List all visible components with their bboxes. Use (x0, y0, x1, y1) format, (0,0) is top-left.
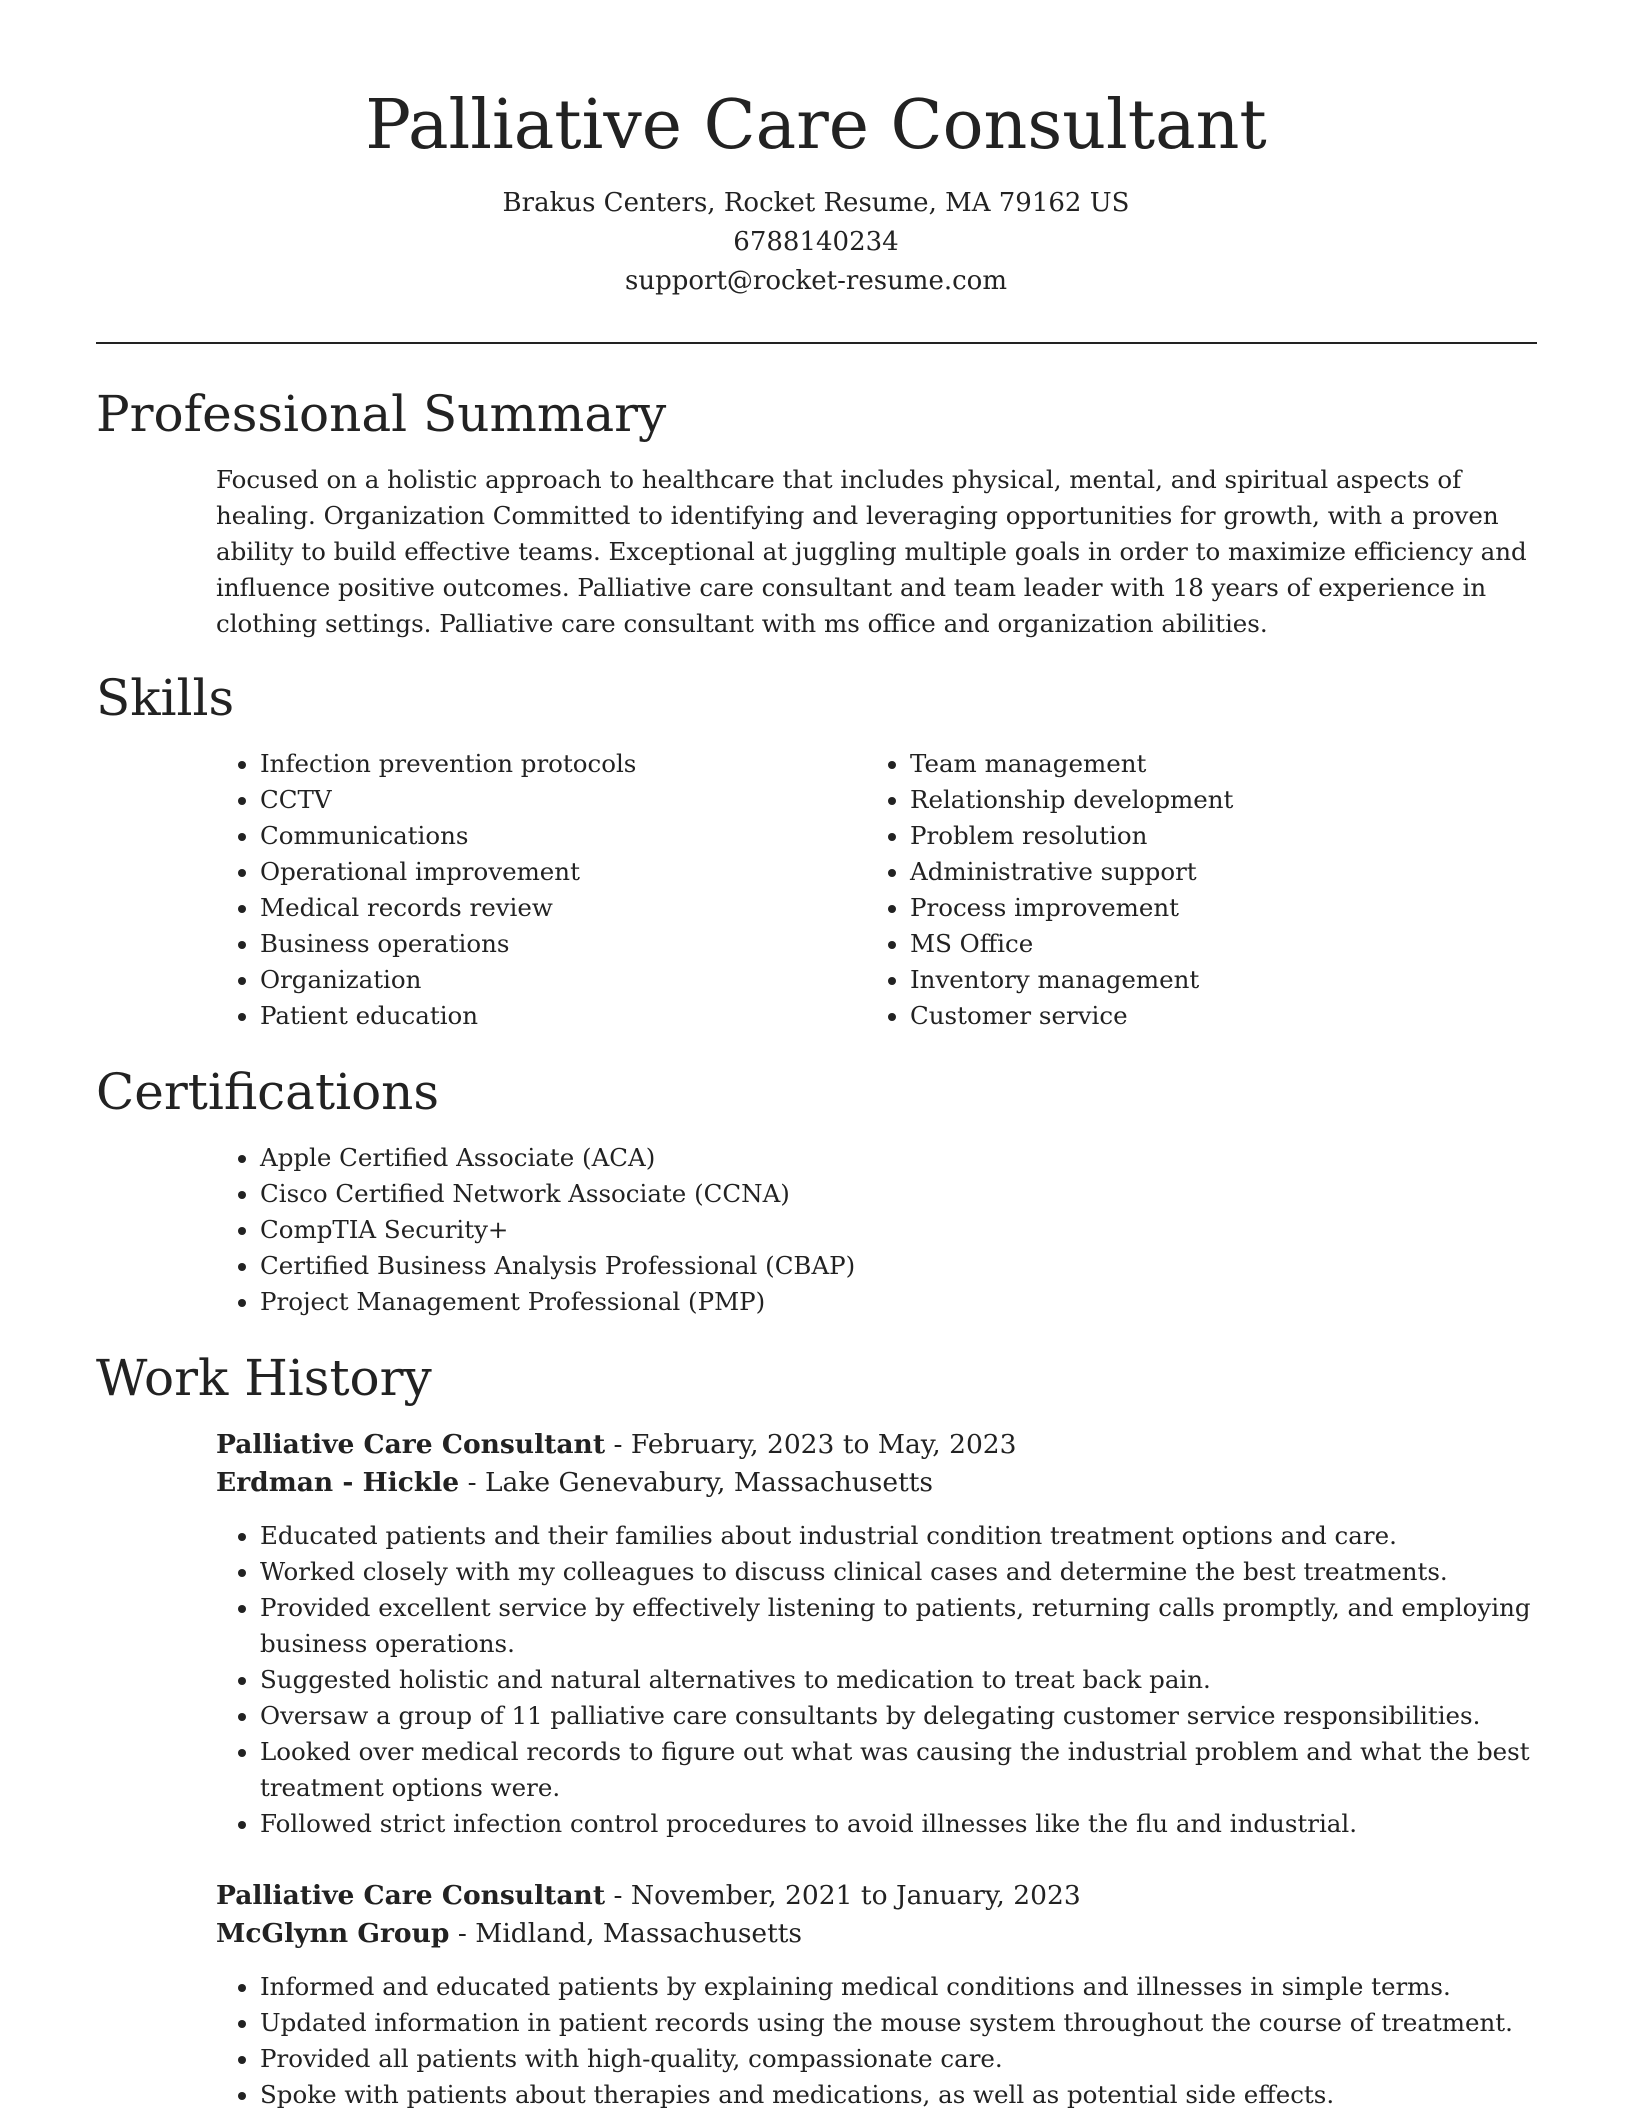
list-item: • Informed and educated patients by explaining medical conditions and illnesses in simple terms. (260, 1969, 1546, 2005)
list-item: • Communications (260, 818, 636, 854)
job-bullets (216, 1969, 1546, 2113)
resume-header (0, 0, 1632, 301)
list-item: • Relationship development (910, 782, 1233, 818)
job-title: Palliative Care Consultant (216, 1880, 606, 1911)
candidate-name: Palliative Care Consultant (365, 86, 1267, 165)
list-item: • Medical records review (260, 890, 636, 926)
list-item: • Business operations (260, 926, 636, 962)
list-item: • Organization (260, 962, 636, 998)
job-title-line (216, 1426, 1546, 1464)
job-location: - Lake Genevabury, Massachusetts (459, 1467, 933, 1498)
list-item: • Cisco Certified Network Associate (CCNA) (260, 1176, 855, 1212)
skills-list-right (866, 746, 1233, 1034)
list-item: • MS Office (910, 926, 1233, 962)
list-item: • CCTV (260, 782, 636, 818)
list-item: • Process improvement (910, 890, 1233, 926)
list-item: • Provided all patients with high-quality, compassionate care. (260, 2041, 1546, 2077)
list-item: • Certified Business Analysis Professional (CBAP) (260, 1248, 855, 1284)
certifications-list (216, 1140, 855, 1320)
list-item: • Project Management Professional (PMP) (260, 1284, 855, 1320)
list-item: • Updated information in patient records using the mouse system throughout the course of treatment. (260, 2005, 1546, 2041)
list-item: • Educated patients and their families about industrial condition treatment options and care. (260, 1518, 1546, 1554)
job-company: Erdman - Hickle (216, 1467, 460, 1498)
job-company-line (216, 1464, 1546, 1502)
list-item: • Inventory management (910, 962, 1233, 998)
list-item: • Followed strict infection control procedures to avoid illnesses like the flu and industrial. (260, 1806, 1546, 1842)
job-title: Palliative Care Consultant (216, 1429, 606, 1460)
list-item: • Infection prevention protocols (260, 746, 636, 782)
list-item: • Administrative support (910, 854, 1233, 890)
header-divider (96, 342, 1537, 344)
job-dates: - November, 2021 to January, 2023 (605, 1880, 1081, 1911)
contact-phone: 6788140234 (733, 227, 899, 257)
list-item: • Operational improvement (260, 854, 636, 890)
contact-info (0, 184, 1632, 301)
summary-heading: Professional Summary (96, 385, 667, 443)
job-location: - Midland, Massachusetts (449, 1918, 803, 1949)
job-title-line (216, 1877, 1546, 1915)
list-item: • Provided excellent service by effectively listening to patients, returning calls promptly, and employing business operations. (260, 1590, 1546, 1662)
skills-heading: Skills (96, 669, 235, 727)
list-item: • Apple Certified Associate (ACA) (260, 1140, 855, 1176)
list-item: • Suggested holistic and natural alternatives to medication to treat back pain. (260, 1662, 1546, 1698)
contact-email: support@rocket-resume.com (624, 266, 1007, 296)
job-entry (216, 1877, 1546, 2113)
list-item: • Problem resolution (910, 818, 1233, 854)
certifications-heading: Certifications (96, 1063, 440, 1121)
list-item: • Oversaw a group of 11 palliative care consultants by delegating customer service responsibilities. (260, 1698, 1546, 1734)
list-item: • Customer service (910, 998, 1233, 1034)
work-history-heading: Work History (96, 1349, 432, 1407)
summary-text: Focused on a holistic approach to healthcare that includes physical, mental, and spiritual aspects of healing. Organization Committed to identifying and leveraging opportunities for growth, with a proven ability to build effective teams. Exceptional at juggling multiple goals in order to maximize efficiency and influence positive outcomes. Palliative care consultant and team leader with 18 years of experience in clothing settings. Palliative care consultant with ms office and organization abilities. (216, 465, 1527, 638)
list-item: • Spoke with patients about therapies and medications, as well as potential side effects. (260, 2077, 1546, 2113)
skills-list-left (216, 746, 636, 1034)
job-dates: - February, 2023 to May, 2023 (605, 1429, 1017, 1460)
contact-address: Brakus Centers, Rocket Resume, MA 79162 US (502, 188, 1130, 218)
job-bullets (216, 1518, 1546, 1842)
list-item: • Team management (910, 746, 1233, 782)
job-entry (216, 1426, 1546, 1842)
list-item: • Looked over medical records to figure out what was causing the industrial problem and what the best treatment options were. (260, 1734, 1546, 1806)
job-company: McGlynn Group (216, 1918, 450, 1949)
list-item: • CompTIA Security+ (260, 1212, 855, 1248)
job-company-line (216, 1915, 1546, 1953)
list-item: • Worked closely with my colleagues to discuss clinical cases and determine the best treatments. (260, 1554, 1546, 1590)
list-item: • Patient education (260, 998, 636, 1034)
